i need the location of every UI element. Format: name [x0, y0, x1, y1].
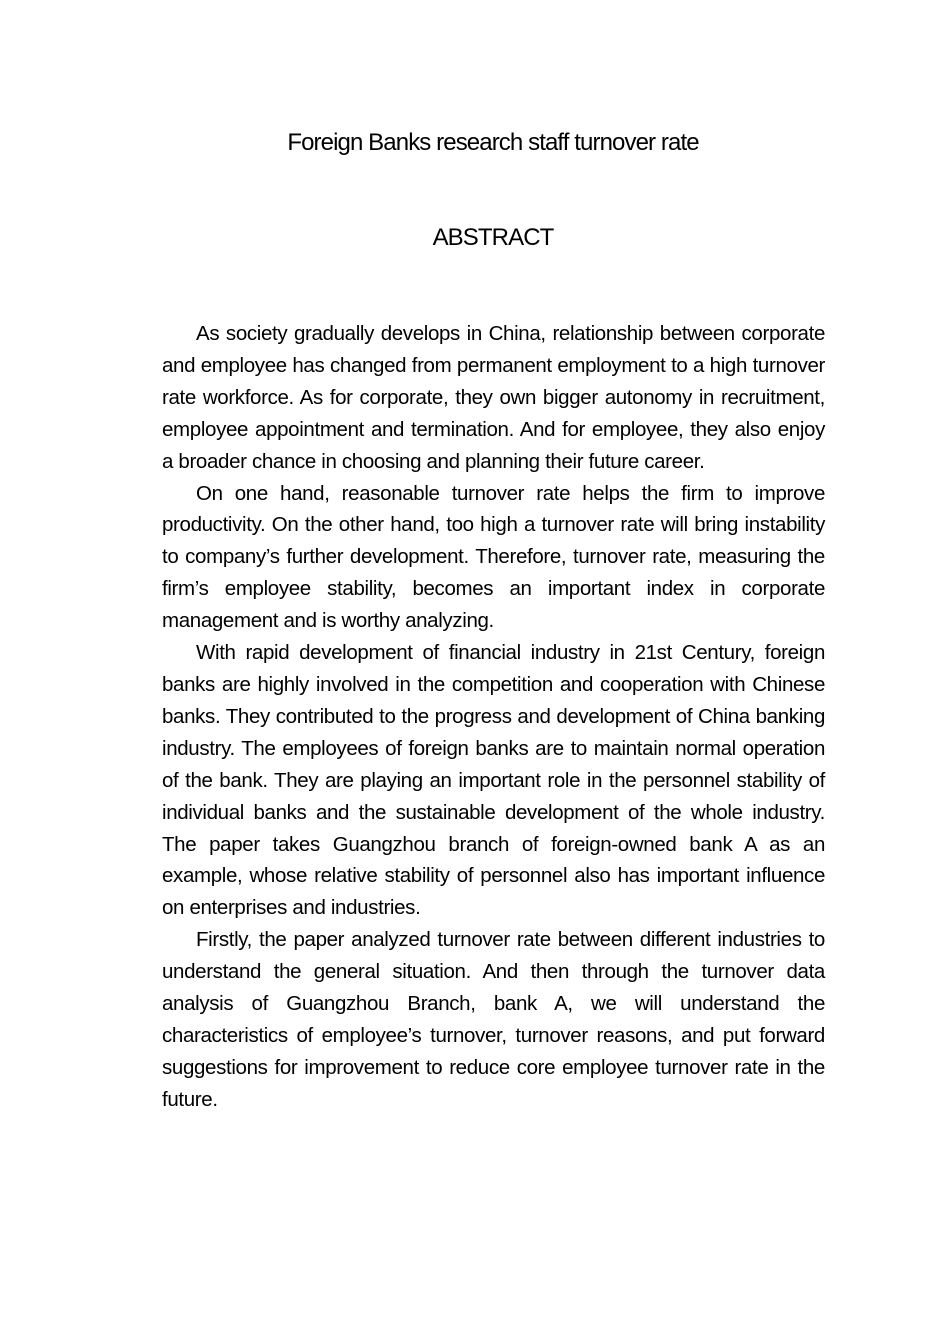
abstract-paragraph: As society gradually develops in China, relationship between corporate and employee has changed from permanent employment to a high turnover rate workforce. As for corporate, they own bigger autonomy in recruitment, employee appointment and termination. And for employee, they also enjoy a broader chance in choosing and planning their future career.	[162, 322, 825, 473]
abstract-paragraph: Firstly, the paper analyzed turnover rate between different industries to understand the general situation. And then through the turnover data analysis of Guangzhou Branch, bank A, we will understand the characteristics of employee’s turnover, turnover reasons, and put forward suggestions for improvement to reduce core employee turnover rate in the future.	[162, 928, 825, 1111]
abstract-body	[162, 318, 825, 1116]
document-title: Foreign Banks research staff turnover rate	[287, 129, 699, 156]
abstract-paragraph: On one hand, reasonable turnover rate helps the firm to improve productivity. On the other hand, too high a turnover rate will bring instability to company’s further development. Therefore, turnover rate, measuring the firm’s employee stability, becomes an important index in corporate management and is worthy analyzing.	[162, 481, 825, 633]
abstract-paragraph: With rapid development of financial industry in 21st Century, foreign banks are highly involved in the competition and cooperation with Chinese banks. They contributed to the progress and development of China banking industry. The employees of foreign banks are to maintain normal operation of the bank. They are playing an important role in the personnel stability of individual banks and the sustainable development of the whole industry. The paper takes Guangzhou branch of foreign-owned bank A as an example, whose relative stability of personnel also has important influence on enterprises and industries.	[162, 641, 825, 920]
abstract-heading: ABSTRACT	[432, 224, 554, 251]
